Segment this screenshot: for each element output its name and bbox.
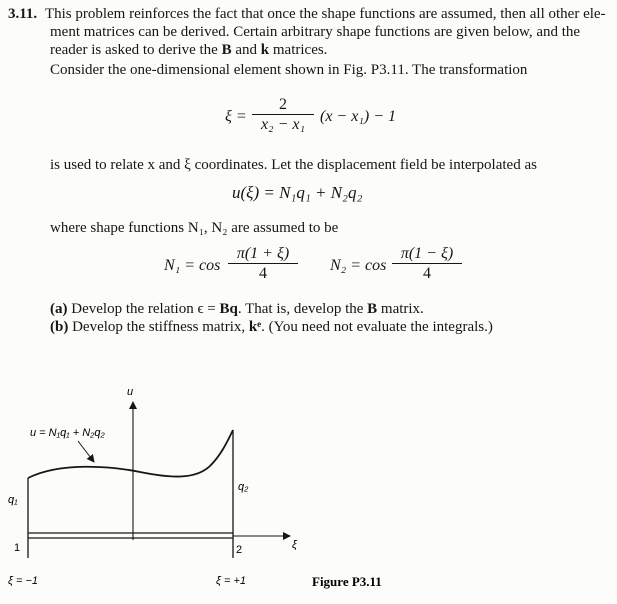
q1-label: q₁ <box>8 494 18 506</box>
intro-text-a: reader is asked to derive the <box>50 42 222 58</box>
part-a-bq: Bq <box>219 301 238 317</box>
shape-intro-line <box>50 220 338 237</box>
transform-fraction <box>252 96 314 133</box>
figure-caption: Figure P3.11 <box>312 574 382 589</box>
part-b-label: (b) <box>50 319 69 335</box>
consider-text: Consider the one-dimensional element shown in Fig. P3.11. The transformation <box>50 62 528 78</box>
part-a <box>50 301 424 318</box>
xi-right-label: ξ = +1 <box>216 575 246 587</box>
transform-rhs: (x − x₁) − 1 <box>320 108 397 125</box>
n2-fraction <box>392 245 462 282</box>
xi-axis-label: ξ <box>292 539 297 551</box>
n1-fraction <box>228 245 298 282</box>
node-1-label: 1 <box>14 542 21 554</box>
part-a-text-2: . That is, develop the <box>237 301 368 317</box>
q2-label: q₂ <box>238 481 249 493</box>
part-b <box>50 319 493 336</box>
part-a-text-3: matrix. <box>377 301 424 317</box>
n2-lhs: N₂ = cos <box>330 257 387 274</box>
u-axis-label: u <box>127 386 134 398</box>
curve-label: u = N₁q₁ + N₂q₂ <box>30 427 105 439</box>
part-a-b: B <box>367 301 378 317</box>
intro-k: k <box>260 42 270 58</box>
n2-numerator: π(1 − ξ) <box>400 245 454 262</box>
displacement-equation: u(ξ) = N₁q₁ + N₂q₂ <box>232 183 363 202</box>
part-b-text-1: Develop the stiffness matrix, <box>68 319 249 335</box>
node-2-label: 2 <box>236 544 243 556</box>
intro-B: B <box>221 42 232 58</box>
problem-number: 3.11. <box>8 6 38 22</box>
relate-text: is used to relate x and ξ coordinates. Let the displacement field be interpolated as <box>50 157 537 173</box>
transform-numerator: 2 <box>279 96 287 113</box>
relate-line <box>50 157 537 174</box>
shape-intro-text: where shape functions N₁, N₂ are assumed to be <box>50 220 339 236</box>
problem-line-2 <box>50 24 580 41</box>
consider-line <box>50 62 527 79</box>
n1-denominator: 4 <box>259 265 267 282</box>
part-b-text-2: . (You need not evaluate the integrals.) <box>261 319 493 335</box>
problem-intro-line-1: This problem reinforces the fact that once the shape functions are assumed, then all other ele- <box>44 6 606 22</box>
n2-denominator: 4 <box>423 265 431 282</box>
problem-line-3 <box>50 42 327 59</box>
xi-left-label: ξ = −1 <box>8 575 38 587</box>
intro-text-b: matrices. <box>269 42 328 58</box>
displacement-curve <box>28 430 233 478</box>
part-b-ke: kᵉ <box>248 319 262 335</box>
n1-lhs: N₁ = cos <box>164 257 221 274</box>
curve-leader <box>78 441 94 462</box>
transform-lhs: ξ = <box>225 108 247 125</box>
intro-and: and <box>231 42 261 58</box>
problem-line-1 <box>8 6 606 23</box>
transform-denominator: x₂ − x₁ <box>260 116 306 133</box>
part-a-text-1: Develop the relation ϵ = <box>67 301 220 317</box>
problem-intro-line-2: ment matrices can be derived. Certain arbitrary shape functions are given below, and the <box>50 24 581 40</box>
part-a-label: (a) <box>50 301 68 317</box>
n1-numerator: π(1 + ξ) <box>236 245 290 262</box>
